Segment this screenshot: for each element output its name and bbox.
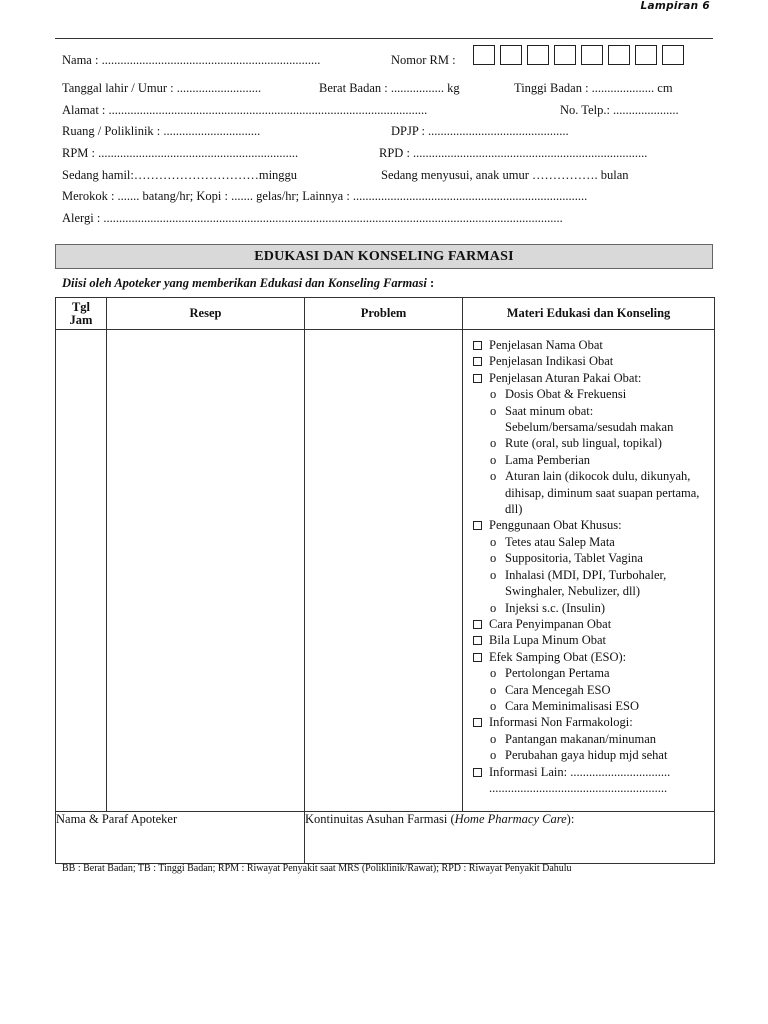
rm-digit-box[interactable] bbox=[473, 45, 495, 65]
sub-item: o Aturan lain (dikocok dulu, dikunyah, dihisap, diminum saat suapan pertama, dll) bbox=[489, 468, 714, 517]
checklist-item[interactable] bbox=[472, 370, 714, 518]
nama-paraf-label: Nama & Paraf Apoteker bbox=[56, 812, 178, 826]
checklist-item-label: Penjelasan Indikasi Obat bbox=[489, 354, 614, 369]
checklist-item[interactable] bbox=[472, 353, 714, 369]
rm-digit-box[interactable] bbox=[554, 45, 576, 65]
kontinuitas-prefix: Kontinuitas Asuhan Farmasi ( bbox=[305, 812, 455, 826]
table-footer-row bbox=[56, 812, 715, 864]
rm-digit-box[interactable] bbox=[500, 45, 522, 65]
header-materi: Materi Edukasi dan Konseling bbox=[463, 298, 715, 330]
nomor-rm-label: Nomor RM : bbox=[391, 53, 456, 67]
sub-item: o Inhalasi (MDI, DPI, Turbohaler, Swinghaler, Nebulizer, dll) bbox=[489, 567, 714, 600]
checklist-item[interactable] bbox=[472, 649, 714, 715]
informasi-lain-line[interactable]: ......................................................... bbox=[489, 780, 668, 795]
merokok-kopi-field[interactable]: Merokok : ....... batang/hr; Kopi : ....... gelas/hr; Lainnya : ........................................................................... bbox=[62, 189, 588, 203]
sub-item: o Suppositoria, Tablet Vagina bbox=[489, 550, 714, 566]
sedang-hamil-field[interactable]: Sedang hamil:…………………………minggu bbox=[62, 168, 298, 182]
checklist-item-label: Bila Lupa Minum Obat bbox=[489, 633, 606, 648]
nama-paraf-cell[interactable] bbox=[56, 812, 305, 864]
subtitle-colon: : bbox=[426, 276, 435, 290]
rm-digit-box[interactable] bbox=[527, 45, 549, 65]
materi-checklist bbox=[472, 337, 714, 796]
checklist-item[interactable] bbox=[472, 764, 714, 797]
sub-item: o Rute (oral, sub lingual, topikal) bbox=[489, 435, 714, 451]
table-body-row bbox=[56, 330, 715, 812]
alamat-field[interactable]: Alamat : ...................................................................................................... bbox=[62, 103, 428, 117]
rm-digit-box[interactable] bbox=[635, 45, 657, 65]
sub-item: o Tetes atau Salep Mata bbox=[489, 534, 714, 550]
checklist-item[interactable] bbox=[472, 616, 714, 632]
header-tgl-jam bbox=[56, 298, 107, 330]
no-telp-field[interactable]: No. Telp.: ..................... bbox=[560, 103, 679, 117]
subtitle-text: Diisi oleh Apoteker yang memberikan Edukasi dan Konseling Farmasi bbox=[62, 276, 427, 290]
rm-digit-box[interactable] bbox=[662, 45, 684, 65]
problem-cell[interactable] bbox=[305, 330, 463, 812]
section-title: EDUKASI DAN KONSELING FARMASI bbox=[55, 244, 713, 269]
checklist-item[interactable] bbox=[472, 517, 714, 615]
checklist-item[interactable] bbox=[472, 714, 714, 763]
rpd-field[interactable]: RPD : ........................................................................... bbox=[379, 146, 648, 160]
dpjp-field[interactable]: DPJP : ............................................. bbox=[391, 124, 569, 138]
tgl-jam-cell[interactable] bbox=[56, 330, 107, 812]
checklist-item-label: Cara Penyimpanan Obat bbox=[489, 616, 612, 631]
section-subtitle bbox=[62, 276, 434, 291]
lampiran-label: Lampiran 6 bbox=[640, 0, 710, 12]
checklist-item-label: Informasi Lain: ................................ bbox=[489, 764, 671, 779]
rm-digit-box[interactable] bbox=[581, 45, 603, 65]
sub-list bbox=[489, 665, 714, 714]
resep-cell[interactable] bbox=[107, 330, 305, 812]
kontinuitas-suffix: ): bbox=[566, 812, 575, 826]
checklist-item[interactable] bbox=[472, 632, 714, 648]
checklist-item-label: Penjelasan Nama Obat bbox=[489, 338, 603, 352]
alergi-field[interactable]: Alergi : ................................................................................................................................................... bbox=[62, 211, 563, 225]
nama-field[interactable]: Nama : ...................................................................... bbox=[62, 53, 321, 67]
sub-item: o Cara Meminimalisasi ESO bbox=[489, 698, 714, 714]
counseling-table bbox=[55, 297, 715, 864]
tinggi-badan-field[interactable]: Tinggi Badan : .................... cm bbox=[514, 81, 673, 95]
checklist-item-label: Efek Samping Obat (ESO): bbox=[489, 649, 627, 664]
sub-item: o Cara Mencegah ESO bbox=[489, 682, 714, 698]
checklist-item-label: Penggunaan Obat Khusus: bbox=[489, 518, 622, 533]
rm-digit-box[interactable] bbox=[608, 45, 630, 65]
sub-item: o Pantangan makanan/minuman bbox=[489, 731, 714, 747]
header-problem: Problem bbox=[305, 298, 463, 330]
checklist-item[interactable] bbox=[472, 337, 714, 353]
checklist-item-label: Informasi Non Farmakologi: bbox=[489, 715, 633, 730]
sub-item: o Dosis Obat & Frekuensi bbox=[489, 386, 714, 402]
ruang-poliklinik-field[interactable]: Ruang / Poliklinik : ............................... bbox=[62, 124, 261, 138]
nomor-rm-boxes bbox=[473, 45, 684, 65]
rpm-field[interactable]: RPM : ................................................................ bbox=[62, 146, 299, 160]
header-resep: Resep bbox=[107, 298, 305, 330]
sub-item: o Pertolongan Pertama bbox=[489, 665, 714, 681]
sub-list bbox=[489, 386, 714, 517]
sub-list bbox=[489, 731, 714, 764]
header-tgl: Tgl bbox=[71, 299, 91, 314]
table-header-row bbox=[56, 298, 715, 330]
checklist-item-label: Penjelasan Aturan Pakai Obat: bbox=[489, 370, 642, 385]
sub-item: o Lama Pemberian bbox=[489, 452, 714, 468]
kontinuitas-cell[interactable] bbox=[305, 812, 715, 864]
footnote: BB : Berat Badan; TB : Tinggi Badan; RPM : Riwayat Penyakit saat MRS (Poliklinik/Rawat); RPD : Riwayat Penyakit Dahulu bbox=[62, 863, 572, 874]
header-divider bbox=[55, 38, 713, 39]
berat-badan-field[interactable]: Berat Badan : ................. kg bbox=[319, 81, 460, 95]
sub-list bbox=[489, 534, 714, 616]
sub-item: o Injeksi s.c. (Insulin) bbox=[489, 600, 714, 616]
kontinuitas-italic: Home Pharmacy Care bbox=[454, 812, 567, 826]
sub-item: o Perubahan gaya hidup mjd sehat bbox=[489, 747, 714, 763]
sub-item: o Saat minum obat: Sebelum/bersama/sesudah makan bbox=[489, 403, 714, 436]
tanggal-lahir-field[interactable]: Tanggal lahir / Umur : ........................... bbox=[62, 81, 262, 95]
header-jam: Jam bbox=[69, 312, 93, 327]
sedang-menyusui-field[interactable]: Sedang menyusui, anak umur ……………. bulan bbox=[381, 168, 629, 182]
materi-cell bbox=[463, 330, 715, 812]
